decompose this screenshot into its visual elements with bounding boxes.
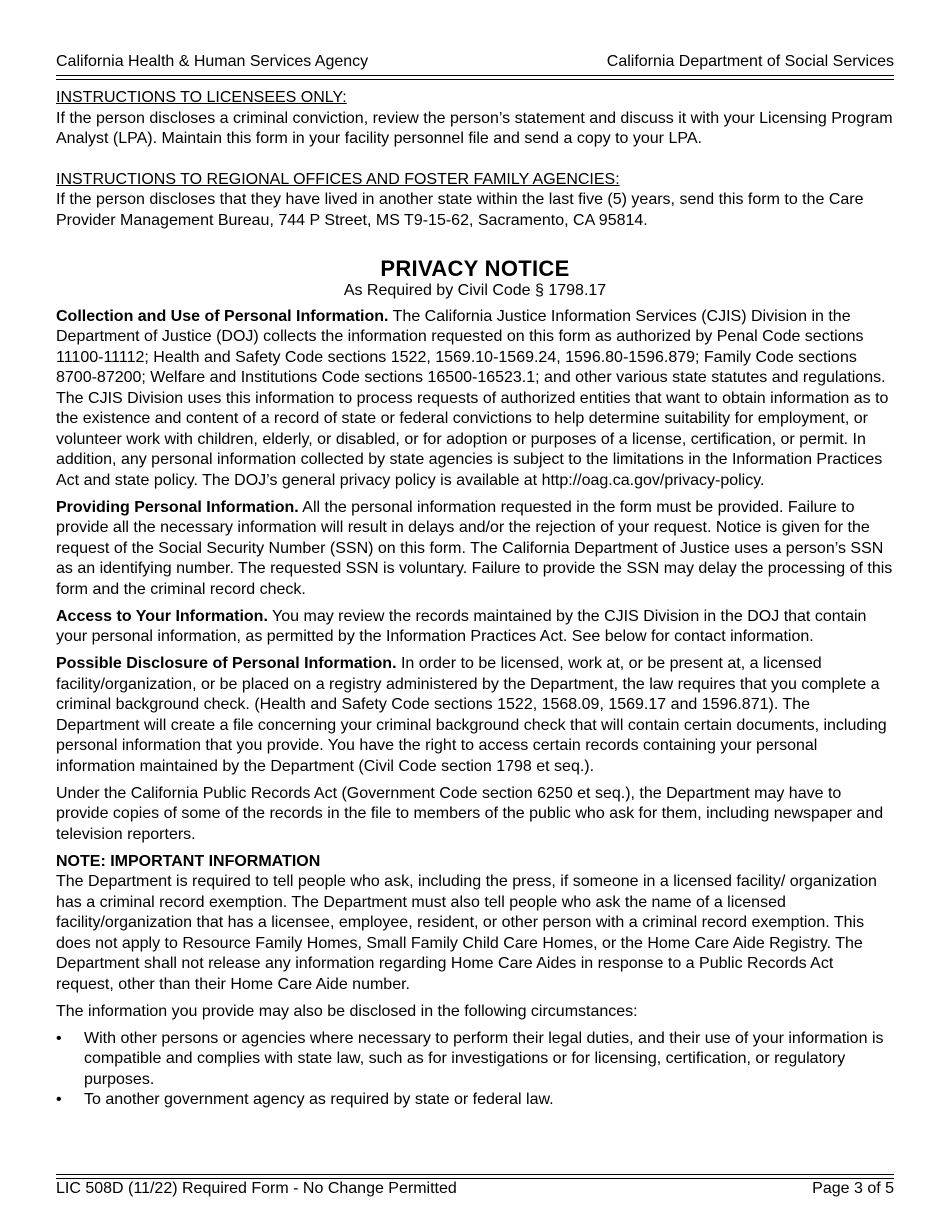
form-id: LIC 508D (11/22) Required Form - No Change Permitted xyxy=(56,1180,457,1197)
note-text: The Department is required to tell people who ask, including the press, if someone in a licensed facility/ organization has a criminal record exemption. The Department must also tell people who ask the name of a licensed facility/organization that has a licensee, employee, resident, or other person with a criminal record exemption. This does not apply to Resource Family Homes, Small Family Child Care Homes, or the Home Care Aide Registry. The Department shall not release any information regarding Home Care Aides in response to a Public Records Act request, other than their Home Care Aide number. xyxy=(56,873,877,993)
bullet-icon: • xyxy=(56,1091,62,1108)
header-agency: California Health & Human Services Agency xyxy=(56,53,369,70)
document-body xyxy=(56,88,894,1111)
form-page xyxy=(56,0,894,1230)
note-heading xyxy=(56,852,894,873)
list-item xyxy=(56,1090,894,1111)
list-item xyxy=(56,1029,894,1091)
bullet-icon: • xyxy=(56,1029,62,1047)
collection-paragraph xyxy=(56,307,894,492)
collection-heading: Collection and Use of Personal Information. xyxy=(56,307,389,325)
access-text: You may review the records maintained by the CJIS Division in the DOJ that contain your personal information, as permitted by the Information Practices Act. See below for contact information. xyxy=(56,607,867,645)
list-item-text: With other persons or agencies where necessary to perform their legal duties, and their use of your information is compatible and complies with state law, such as for investigations or for licensing, certification, or regulatory purposes. xyxy=(84,1029,884,1088)
header-department: California Department of Social Services xyxy=(606,53,894,70)
access-paragraph xyxy=(56,607,894,648)
providing-heading: Providing Personal Information. xyxy=(56,498,299,516)
licensees-text: If the person discloses a criminal conviction, review the person’s statement and discuss it with your Licensing Program Analyst (LPA). Maintain this form in your facility personnel file and send a copy to your LPA. xyxy=(56,109,893,147)
providing-paragraph xyxy=(56,498,894,601)
disclosure-heading: Possible Disclosure of Personal Information. xyxy=(56,655,397,672)
circumstances-list xyxy=(56,1029,894,1111)
privacy-title-block xyxy=(56,257,894,300)
header-rule-top xyxy=(56,75,894,76)
list-item-text: To another government agency as required by state or federal law. xyxy=(84,1091,554,1108)
collection-text: The California Justice Information Services (CJIS) Division in the Department of Justice (DOJ) collects the information requested on this form as authorized by Penal Code sections 11100-11112; Health and Safety Code sections 1522, 1569.10-1569.24, 1596.80-1596.879; Family Code sections 8700-87200; Welfare and Institutions Code sections 16500-16523.1; and other various state statutes and regulations. The CJIS Division uses this information to process requests of authorized entities that want to obtain information as to the existence and content of a record of state or federal convictions to help determine suitability for employment, or volunteer work with children, elderly, or disabled, or for adoption or purposes of a license, certification, or permit. In addition, any personal information collected by state agencies is subject to the limitations in the Information Practices Act and state policy. The DOJ’s general privacy policy is available at http://oag.ca.gov/privacy-policy. xyxy=(56,307,889,489)
regional-heading: INSTRUCTIONS TO REGIONAL OFFICES AND FOSTER FAMILY AGENCIES: xyxy=(56,170,620,188)
licensees-heading: INSTRUCTIONS TO LICENSEES ONLY: xyxy=(56,89,347,106)
page-footer xyxy=(56,1178,894,1200)
privacy-subtitle: As Required by Civil Code § 1798.17 xyxy=(343,282,607,299)
public-records-paragraph: Under the California Public Records Act (Government Code section 6250 et seq.), the Department may have to provide copies of some of the records in the file to members of the public who ask for them, including newspaper and television reporters. xyxy=(56,784,884,843)
page-number: Page 3 of 5 xyxy=(812,1180,894,1197)
disclosure-text: In order to be licensed, work at, or be present at, a licensed facility/organization, or be placed on a registry administered by the Department, the law requires that you complete a criminal background check. (Health and Safety Code sections 1522, 1568.09, 1569.17 and 1596.871). The Department will create a file concerning your criminal background check that will contain certain documents, including personal information that you provide. You have the right to access certain records containing your personal information maintained by the Department (Civil Code section 1798 et seq.). xyxy=(56,655,887,775)
regional-text: If the person discloses that they have lived in another state within the last five (5) years, send this form to the Care Provider Management Bureau, 744 P Street, MS T9-15-62, Sacramento, CA 95814. xyxy=(56,191,864,229)
privacy-title: PRIVACY NOTICE xyxy=(380,256,570,281)
note-heading-text: NOTE: IMPORTANT INFORMATION xyxy=(56,852,321,870)
disclosure-paragraph xyxy=(56,654,894,777)
footer-rule-top xyxy=(56,1174,894,1175)
access-heading: Access to Your Information. xyxy=(56,607,268,625)
providing-text: All the personal information requested in the form must be provided. Failure to provide all the necessary information will result in delays and/or the rejection of your request. Notice is given for the request of the Social Security Number (SSN) on this form. The California Department of Justice uses a person’s SSN as an identifying number. The requested SSN is voluntary. Failure to provide the SSN may delay the processing of this form and the criminal record check. xyxy=(56,498,893,598)
circumstances-intro: The information you provide may also be disclosed in the following circumstances: xyxy=(56,1002,638,1020)
header-rule-bottom xyxy=(56,79,894,80)
page-header xyxy=(56,51,894,73)
